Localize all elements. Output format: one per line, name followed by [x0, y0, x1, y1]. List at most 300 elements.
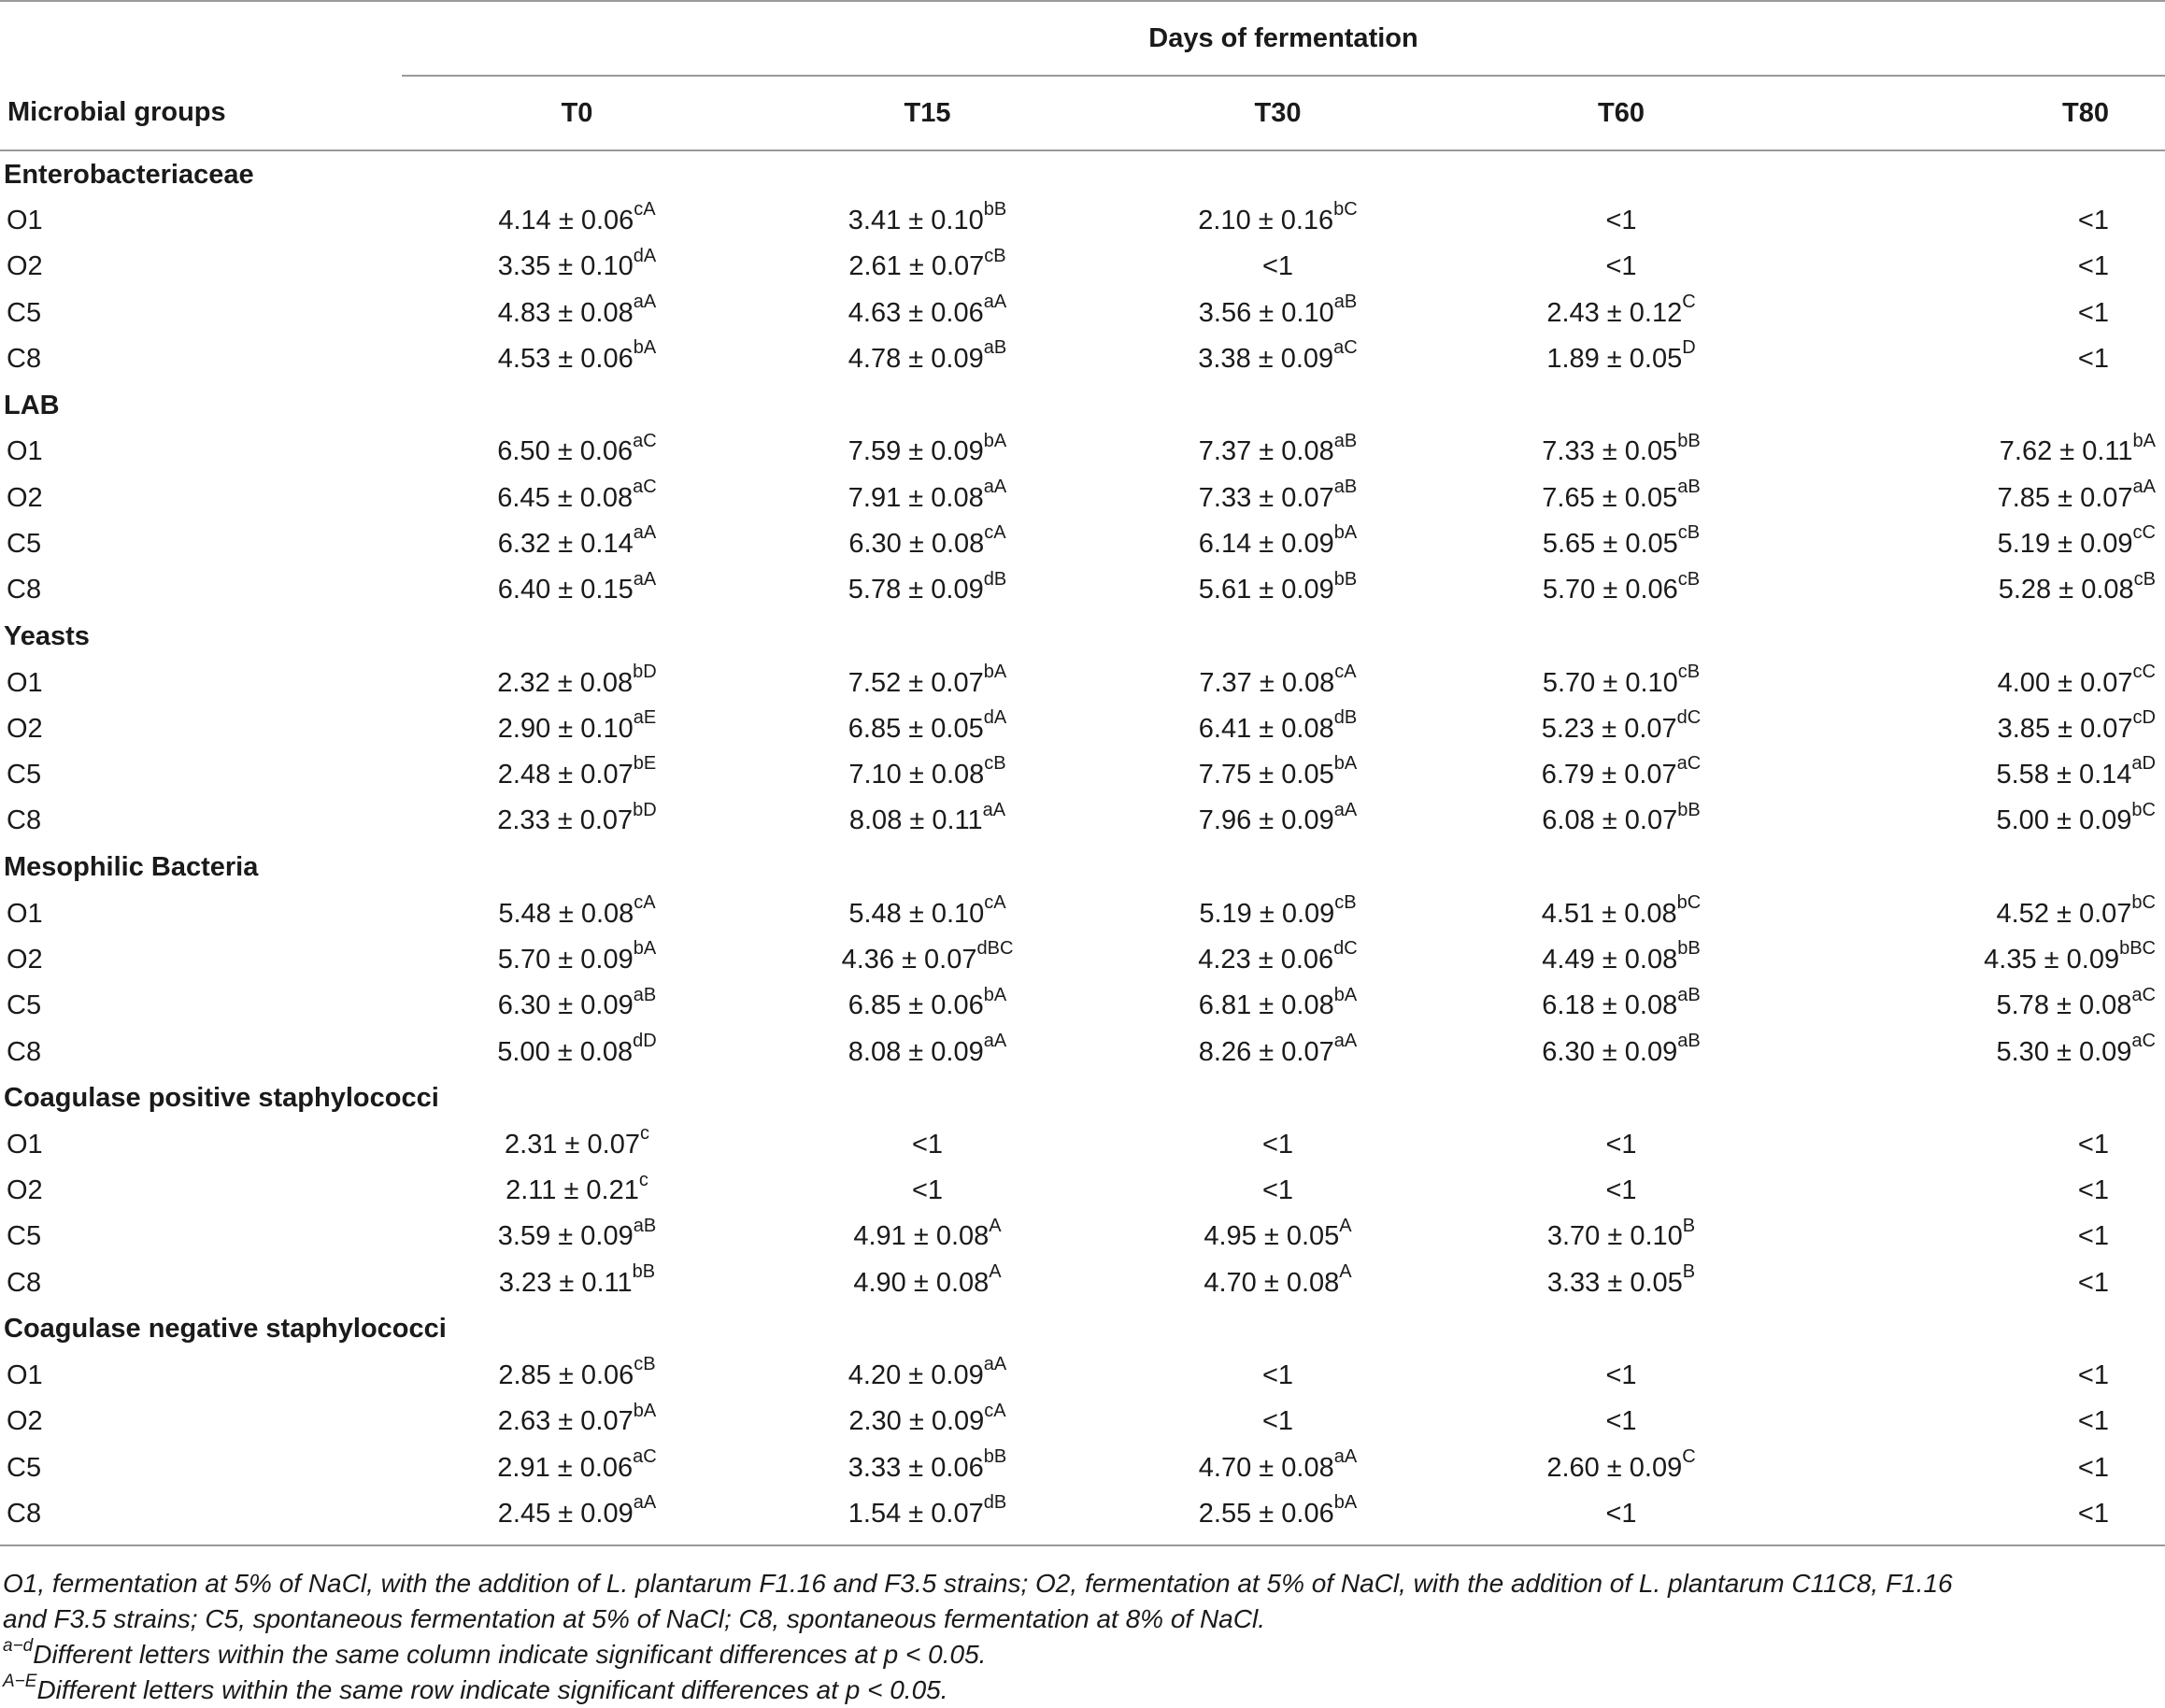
- group-header-row: [0, 150, 2165, 198]
- row-significance-note: [3, 1672, 1970, 1708]
- value-cell: [1453, 475, 1789, 520]
- significance-letters: dB: [983, 568, 1007, 590]
- cell-value: 7.33 ± 0.07: [1198, 482, 1334, 513]
- significance-letters: A: [989, 1215, 1002, 1236]
- value-cell: [1789, 660, 2165, 705]
- significance-letters: aB: [983, 337, 1007, 359]
- significance-letters: cA: [984, 522, 1006, 544]
- cell-value: <1: [1605, 1406, 1637, 1437]
- cell-value: 6.85 ± 0.06: [847, 990, 984, 1021]
- value-cell: [1103, 244, 1453, 290]
- cell-value: <1: [2077, 206, 2109, 236]
- significance-letters: bC: [1333, 199, 1358, 221]
- table-row: [0, 1399, 2165, 1445]
- cell-value: 8.08 ± 0.09: [847, 1036, 984, 1067]
- significance-letters: bA: [983, 430, 1007, 451]
- significance-letters: bA: [983, 661, 1007, 682]
- value-cell: [1453, 521, 1789, 567]
- value-cell: [402, 291, 752, 336]
- cell-value: 2.33 ± 0.07: [497, 805, 634, 836]
- value-cell: [402, 752, 752, 798]
- footnote-text: Different letters within the same column indicate significant differences at p < 0.05.: [33, 1640, 987, 1669]
- significance-letters: aA: [983, 1030, 1007, 1051]
- value-cell: [1103, 1029, 1453, 1075]
- cell-value: 7.37 ± 0.08: [1198, 436, 1334, 467]
- significance-letters: aB: [1333, 292, 1358, 313]
- value-cell: [752, 1214, 1103, 1260]
- cell-value: <1: [1605, 1498, 1637, 1529]
- value-cell: [1789, 521, 2165, 567]
- sample-label: C8: [7, 1267, 42, 1298]
- significance-letters: aA: [633, 1492, 657, 1514]
- value-cell: [402, 1445, 752, 1491]
- cell-value: 5.61 ± 0.09: [1198, 575, 1334, 605]
- cell-value: 5.70 ± 0.06: [1542, 575, 1678, 605]
- significance-letters: aC: [2131, 1030, 2156, 1051]
- significance-letters: aC: [1676, 753, 1702, 775]
- group-name: Enterobacteriaceae: [4, 159, 254, 190]
- table-row: [0, 1168, 2165, 1214]
- cell-value: 3.70 ± 0.10: [1546, 1221, 1683, 1252]
- cell-value: 5.28 ± 0.08: [1998, 575, 2134, 605]
- sample-label: O1: [7, 667, 43, 698]
- value-cell: [752, 1168, 1103, 1214]
- value-cell: [402, 1260, 752, 1306]
- significance-letters: bA: [1333, 984, 1358, 1005]
- significance-letters: aB: [633, 984, 657, 1005]
- group-name: Coagulase negative staphylococci: [4, 1314, 447, 1345]
- cell-value: 4.52 ± 0.07: [1996, 898, 2132, 929]
- value-cell: [1103, 1491, 1453, 1537]
- value-cell: [1789, 198, 2165, 244]
- table-row: [0, 1353, 2165, 1399]
- cell-value: <1: [2077, 1406, 2109, 1437]
- sample-label: C5: [7, 760, 42, 790]
- sample-label: C8: [7, 575, 42, 605]
- group-header-row: [0, 1306, 2165, 1353]
- value-cell: [1103, 429, 1453, 475]
- value-cell: [1103, 198, 1453, 244]
- significance-letters: cB: [2133, 568, 2156, 590]
- cell-value: 4.63 ± 0.06: [847, 297, 984, 328]
- value-cell: [1103, 752, 1453, 798]
- cell-value: 6.50 ± 0.06: [497, 436, 634, 467]
- value-cell: [752, 706, 1103, 752]
- significance-letters: bB: [1677, 430, 1701, 451]
- cell-value: 3.38 ± 0.09: [1198, 344, 1334, 375]
- significance-letters: aA: [633, 568, 657, 590]
- cell-value: 3.41 ± 0.10: [847, 206, 984, 236]
- significance-letters: bA: [983, 984, 1007, 1005]
- cell-value: 4.35 ± 0.09: [1984, 945, 2120, 975]
- value-cell: [1453, 1399, 1789, 1445]
- cell-value: 7.96 ± 0.09: [1198, 805, 1334, 836]
- value-cell: [1789, 1029, 2165, 1075]
- cell-value: 5.00 ± 0.09: [1996, 805, 2132, 836]
- value-cell: [752, 1122, 1103, 1168]
- cell-value: 4.70 ± 0.08: [1204, 1267, 1340, 1298]
- value-cell: [752, 752, 1103, 798]
- days-of-fermentation-header: Days of fermentation: [402, 2, 2165, 76]
- value-cell: [402, 1214, 752, 1260]
- cell-value: 5.65 ± 0.05: [1542, 528, 1678, 559]
- cell-value: <1: [2077, 1175, 2109, 1206]
- value-cell: [402, 198, 752, 244]
- significance-letters: cC: [2132, 522, 2156, 544]
- significance-letters: dB: [1333, 707, 1358, 729]
- value-cell: [1103, 1445, 1453, 1491]
- table-row: [0, 1445, 2165, 1491]
- significance-letters: bC: [1676, 892, 1702, 914]
- significance-letters: bA: [633, 337, 657, 359]
- cell-value: 5.78 ± 0.09: [847, 575, 984, 605]
- significance-letters: cA: [1334, 661, 1357, 682]
- value-cell: [1789, 1399, 2165, 1445]
- value-cell: [1103, 291, 1453, 336]
- significance-letters: c: [639, 1123, 649, 1145]
- value-cell: [1789, 244, 2165, 290]
- group-name: Yeasts: [4, 620, 90, 651]
- value-cell: [402, 1122, 752, 1168]
- significance-letters: B: [1682, 1261, 1696, 1283]
- significance-letters: bE: [633, 753, 657, 775]
- cell-value: <1: [1261, 1129, 1294, 1160]
- significance-letters: aA: [982, 799, 1006, 820]
- significance-letters: cA: [634, 892, 656, 914]
- significance-letters: bD: [633, 661, 657, 682]
- value-cell: [1789, 336, 2165, 382]
- value-cell: [1453, 706, 1789, 752]
- cell-value: 2.60 ± 0.09: [1546, 1452, 1683, 1483]
- table-row: [0, 244, 2165, 290]
- cell-value: 6.41 ± 0.08: [1198, 713, 1334, 744]
- significance-letters: cA: [984, 1400, 1006, 1421]
- value-cell: [1453, 1029, 1789, 1075]
- cell-value: <1: [2077, 251, 2109, 282]
- cell-value: 3.33 ± 0.05: [1546, 1267, 1683, 1298]
- cell-value: 2.91 ± 0.06: [497, 1452, 634, 1483]
- cell-value: 7.37 ± 0.08: [1199, 667, 1335, 698]
- value-cell: [752, 1260, 1103, 1306]
- cell-value: 5.19 ± 0.09: [1199, 898, 1335, 929]
- table-row: [0, 1214, 2165, 1260]
- significance-letters: aA: [1333, 1446, 1358, 1468]
- cell-value: <1: [2077, 1221, 2109, 1252]
- cell-value: <1: [911, 1129, 944, 1160]
- cell-value: 3.33 ± 0.06: [847, 1452, 984, 1483]
- value-cell: [752, 1353, 1103, 1399]
- significance-letters: aB: [1677, 1030, 1701, 1051]
- cell-value: 3.23 ± 0.11: [498, 1267, 633, 1298]
- table-row: [0, 198, 2165, 244]
- value-cell: [752, 1491, 1103, 1537]
- cell-value: 4.95 ± 0.05: [1204, 1221, 1340, 1252]
- significance-letters: bB: [1677, 799, 1701, 820]
- sample-label: O2: [7, 713, 43, 744]
- cell-value: <1: [1605, 1129, 1637, 1160]
- table-row: [0, 1491, 2165, 1537]
- sample-label: O1: [7, 1360, 43, 1391]
- cell-value: 6.81 ± 0.08: [1198, 990, 1334, 1021]
- cell-value: 7.62 ± 0.11: [1999, 436, 2133, 467]
- cell-value: 4.23 ± 0.06: [1198, 945, 1334, 975]
- cell-value: <1: [1605, 251, 1637, 282]
- value-cell: [402, 1399, 752, 1445]
- group-header-row: [0, 382, 2165, 429]
- significance-letters: aA: [1333, 799, 1358, 820]
- cell-value: 2.45 ± 0.09: [497, 1498, 634, 1529]
- cell-value: 6.40 ± 0.15: [497, 575, 634, 605]
- significance-letters: aA: [2132, 476, 2156, 497]
- value-cell: [752, 891, 1103, 937]
- cell-value: 5.78 ± 0.08: [1996, 990, 2132, 1021]
- value-cell: [1103, 706, 1453, 752]
- significance-letters: cC: [2132, 661, 2156, 682]
- value-cell: [402, 1491, 752, 1537]
- value-cell: [1453, 1260, 1789, 1306]
- value-cell: [1453, 752, 1789, 798]
- significance-letters: B: [1682, 1215, 1696, 1236]
- value-cell: [752, 429, 1103, 475]
- value-cell: [1789, 1168, 2165, 1214]
- cell-value: <1: [1261, 251, 1294, 282]
- significance-letters: c: [638, 1169, 648, 1190]
- value-cell: [1103, 1260, 1453, 1306]
- value-cell: [1453, 567, 1789, 613]
- significance-letters: aA: [983, 476, 1007, 497]
- cell-value: 6.85 ± 0.05: [847, 713, 984, 744]
- value-cell: [1789, 1353, 2165, 1399]
- sample-label: O1: [7, 1129, 43, 1160]
- cell-value: 2.61 ± 0.07: [848, 251, 985, 282]
- value-cell: [752, 1445, 1103, 1491]
- significance-letters: A: [1339, 1261, 1352, 1283]
- cell-value: 5.30 ± 0.09: [1996, 1036, 2132, 1067]
- cell-value: 1.89 ± 0.05: [1546, 344, 1683, 375]
- value-cell: [1453, 1491, 1789, 1537]
- table-row: [0, 706, 2165, 752]
- significance-letters: bD: [633, 799, 657, 820]
- significance-letters: dC: [1676, 707, 1702, 729]
- table-footnotes: [3, 1566, 1970, 1708]
- value-cell: [1789, 291, 2165, 336]
- cell-value: 3.59 ± 0.09: [497, 1221, 634, 1252]
- value-cell: [1103, 475, 1453, 520]
- value-cell: [752, 798, 1103, 844]
- value-cell: [1103, 567, 1453, 613]
- significance-letters: aE: [633, 707, 657, 729]
- value-cell: [1789, 1445, 2165, 1491]
- significance-letters: cB: [634, 1354, 656, 1375]
- cell-value: 6.08 ± 0.07: [1542, 805, 1678, 836]
- sample-label: C8: [7, 1036, 42, 1067]
- significance-letters: bA: [1333, 1492, 1358, 1514]
- value-cell: [1789, 1214, 2165, 1260]
- value-cell: [1453, 1445, 1789, 1491]
- significance-letters: aB: [1677, 984, 1701, 1005]
- significance-letters: bB: [632, 1261, 656, 1283]
- value-cell: [1789, 429, 2165, 475]
- significance-letters: A: [1339, 1215, 1352, 1236]
- column-header: T0: [402, 76, 752, 150]
- table-body: [0, 150, 2165, 1545]
- cell-value: 5.48 ± 0.08: [498, 898, 634, 929]
- column-header: T60: [1453, 76, 1789, 150]
- value-cell: [1453, 429, 1789, 475]
- table-row: [0, 475, 2165, 520]
- cell-value: 1.54 ± 0.07: [847, 1498, 984, 1529]
- significance-letters: cA: [634, 199, 656, 221]
- significance-letters: dD: [633, 1030, 657, 1051]
- sample-label: C8: [7, 805, 42, 836]
- significance-letters: aC: [633, 1446, 657, 1468]
- cell-value: 6.18 ± 0.08: [1542, 990, 1678, 1021]
- column-header: T30: [1103, 76, 1453, 150]
- value-cell: [752, 291, 1103, 336]
- value-cell: [1103, 1122, 1453, 1168]
- cell-value: 5.23 ± 0.07: [1541, 713, 1677, 744]
- significance-letters: cA: [984, 892, 1006, 914]
- significance-letters: C: [1682, 1446, 1696, 1468]
- cell-value: 7.10 ± 0.08: [848, 760, 985, 790]
- value-cell: [402, 475, 752, 520]
- cell-value: <1: [1261, 1360, 1294, 1391]
- group-header-row: [0, 845, 2165, 891]
- value-cell: [402, 937, 752, 983]
- footnote-marker: A−E: [3, 1671, 37, 1691]
- sample-label: O2: [7, 1175, 43, 1206]
- column-header: T15: [752, 76, 1103, 150]
- value-cell: [402, 798, 752, 844]
- cell-value: 4.51 ± 0.08: [1541, 898, 1677, 929]
- table-row: [0, 983, 2165, 1029]
- value-cell: [752, 567, 1103, 613]
- cell-value: 5.70 ± 0.10: [1542, 667, 1678, 698]
- cell-value: 2.31 ± 0.07: [505, 1129, 640, 1160]
- significance-letters: aA: [983, 1354, 1007, 1375]
- cell-value: 2.10 ± 0.16: [1198, 206, 1334, 236]
- cell-value: <1: [1261, 1175, 1294, 1206]
- significance-letters: bA: [1333, 522, 1358, 544]
- value-cell: [402, 244, 752, 290]
- legend-note: O1, fermentation at 5% of NaCl, with the addition of L. plantarum F1.16 and F3.5 strains; O2, fermentation at 5% of NaCl, with the addition of L. plantarum C11C8, F1.16 and F3.5 strains; C5, spontaneous fermentation at 5% of NaCl; C8, spontaneous fermentation at 8% of NaCl.: [3, 1569, 1953, 1633]
- value-cell: [1453, 1214, 1789, 1260]
- group-name: Mesophilic Bacteria: [4, 852, 259, 883]
- value-cell: [402, 1168, 752, 1214]
- sample-label: C5: [7, 528, 42, 559]
- value-cell: [1103, 336, 1453, 382]
- significance-letters: bC: [2131, 799, 2156, 820]
- cell-value: <1: [2077, 1498, 2109, 1529]
- table-row: [0, 798, 2165, 844]
- value-cell: [402, 429, 752, 475]
- value-cell: [752, 1029, 1103, 1075]
- value-cell: [1789, 1122, 2165, 1168]
- cell-value: 5.70 ± 0.09: [497, 945, 634, 975]
- sample-label: O2: [7, 482, 43, 513]
- cell-value: 3.85 ± 0.07: [1997, 713, 2133, 744]
- table-row: [0, 429, 2165, 475]
- sample-label: O1: [7, 898, 43, 929]
- value-cell: [1453, 1122, 1789, 1168]
- significance-letters: D: [1682, 337, 1696, 359]
- sample-label: C8: [7, 1498, 42, 1529]
- significance-letters: bB: [983, 1446, 1007, 1468]
- sample-label: O2: [7, 945, 43, 975]
- value-cell: [1789, 1260, 2165, 1306]
- cell-value: 4.14 ± 0.06: [498, 206, 634, 236]
- value-cell: [752, 521, 1103, 567]
- cell-value: 6.79 ± 0.07: [1541, 760, 1677, 790]
- value-cell: [402, 1029, 752, 1075]
- value-cell: [752, 198, 1103, 244]
- table-row: [0, 1029, 2165, 1075]
- significance-letters: aA: [633, 522, 657, 544]
- cell-value: 8.26 ± 0.07: [1198, 1036, 1334, 1067]
- value-cell: [402, 706, 752, 752]
- significance-letters: cD: [2132, 707, 2156, 729]
- table-row: [0, 336, 2165, 382]
- value-cell: [402, 1353, 752, 1399]
- significance-letters: cB: [1334, 892, 1357, 914]
- significance-letters: bBC: [2119, 938, 2156, 960]
- value-cell: [1103, 983, 1453, 1029]
- significance-letters: aA: [1333, 1030, 1358, 1051]
- footnote-text: Different letters within the same row indicate significant differences at p < 0.05.: [36, 1675, 948, 1704]
- value-cell: [1103, 1168, 1453, 1214]
- significance-letters: dB: [983, 1492, 1007, 1514]
- value-cell: [1453, 336, 1789, 382]
- cell-value: <1: [2077, 1267, 2109, 1298]
- sample-label: C5: [7, 297, 42, 328]
- sample-label: O1: [7, 436, 43, 467]
- cell-value: 2.55 ± 0.06: [1198, 1498, 1334, 1529]
- value-cell: [752, 983, 1103, 1029]
- cell-value: 5.58 ± 0.14: [1996, 760, 2132, 790]
- significance-letters: bA: [2132, 430, 2156, 451]
- value-cell: [402, 521, 752, 567]
- value-cell: [402, 660, 752, 705]
- value-cell: [402, 983, 752, 1029]
- value-cell: [1789, 983, 2165, 1029]
- cell-value: 2.85 ± 0.06: [498, 1360, 634, 1391]
- cell-value: 4.20 ± 0.09: [847, 1360, 984, 1391]
- value-cell: [1789, 891, 2165, 937]
- cell-value: 7.91 ± 0.08: [847, 482, 984, 513]
- significance-letters: cB: [1677, 661, 1701, 682]
- group-name: LAB: [4, 390, 60, 420]
- sample-label: C8: [7, 344, 42, 375]
- cell-value: 6.30 ± 0.09: [1542, 1036, 1678, 1067]
- cell-value: 6.30 ± 0.09: [497, 990, 634, 1021]
- significance-letters: aC: [2131, 984, 2156, 1005]
- value-cell: [752, 244, 1103, 290]
- significance-letters: C: [1682, 292, 1696, 313]
- significance-letters: dBC: [976, 938, 1014, 960]
- value-cell: [1789, 752, 2165, 798]
- significance-letters: bB: [1677, 938, 1701, 960]
- table-row: [0, 567, 2165, 613]
- value-cell: [1103, 1214, 1453, 1260]
- significance-letters: aC: [633, 430, 657, 451]
- value-cell: [402, 336, 752, 382]
- value-cell: [1103, 891, 1453, 937]
- cell-value: 6.14 ± 0.09: [1198, 528, 1334, 559]
- cell-value: 8.08 ± 0.11: [848, 805, 983, 836]
- significance-letters: bB: [1333, 568, 1358, 590]
- value-cell: [1103, 937, 1453, 983]
- cell-value: 4.49 ± 0.08: [1542, 945, 1678, 975]
